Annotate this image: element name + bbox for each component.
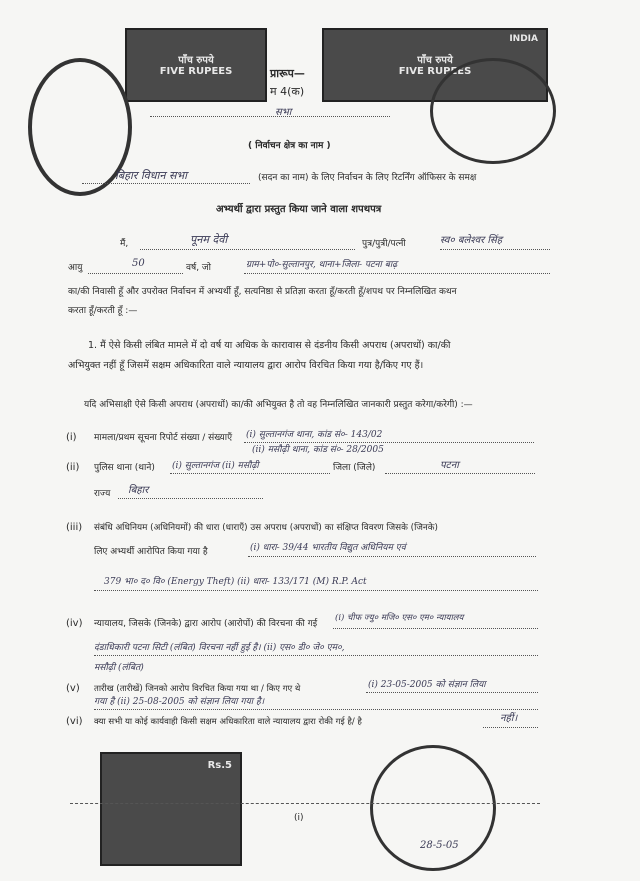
item-v-dotted2: [94, 709, 538, 710]
item-ii-dotted: [170, 473, 330, 474]
item-ii-label: पुलिस थाना (थाने): [94, 463, 155, 473]
item-v-value1: (i) 23-05-2005 को संज्ञान लिया: [368, 680, 486, 690]
age-dotted: [88, 273, 183, 274]
house-dotted: [82, 183, 250, 184]
item-vi-label: क्या सभी या कोई कार्यवाही किसी सक्षम अधिकारिता वाले न्यायालय द्वारा रोकी गई है/ है: [94, 717, 362, 727]
item-ii-district: पटना: [440, 460, 459, 471]
item-v-value2: गया है (ii) 25-08-2005 को संज्ञान लिया गया है।: [94, 697, 265, 707]
form-number: म 4(क): [270, 85, 305, 98]
item-ii-district-dotted: [385, 473, 535, 474]
age-value: 50: [132, 258, 145, 269]
item-ii-state-label: राज्य: [94, 489, 111, 499]
stamp-right-hindi: पाँच रुपये: [417, 55, 453, 66]
years-label: वर्ष, जो: [186, 263, 211, 273]
stamp-paper-left: [125, 28, 267, 102]
clause1-line2: अभियुक्त नहीं हूँ जिसमें सक्षम अधिकारिता वाले न्यायालय द्वारा आरोप विरचित किया गया है/किए गए हैं।: [68, 360, 424, 371]
footer-rule: [70, 803, 540, 804]
affidavit-title: अभ्यर्थी द्वारा प्रस्तुत किया जाने वाला शपथपत्र: [216, 204, 382, 215]
address-value: ग्राम+पो०-सुल्तानपुर, थाना+जिला- पटना बाढ़: [246, 260, 398, 270]
item-iv-dotted: [333, 628, 538, 629]
item-vi-value: नहीं।: [500, 713, 518, 724]
item-iii-roman: (iii): [66, 522, 83, 533]
item-ii-district-label: जिला (जिले): [333, 463, 376, 473]
stamp-left-hindi: पाँच रुपये: [178, 55, 214, 66]
item-iv-dotted2: [94, 655, 538, 656]
declarant-line3: का/की निवासी हूँ और उपरोक्त निर्वाचन में अभ्यर्थी हूँ, सत्यनिष्ठा से प्रतिज्ञा करता हूँ/करती हूँ/शपथ पर निम्नलिखित कथन: [68, 287, 457, 297]
item-iv-roman: (iv): [66, 618, 83, 629]
item-ii-value: (i) सुल्तानगंज (ii) मसौढ़ी: [172, 461, 259, 471]
form-label: प्रारूप—: [270, 67, 305, 80]
page-mark: (i): [294, 813, 304, 823]
item-iv-value1: (i) चीफ ज्यु० मजि० एस० एम० न्यायालय: [335, 613, 464, 623]
item-vi-dotted: [483, 727, 538, 728]
item-v-dotted: [366, 692, 538, 693]
relation-dotted: [440, 249, 550, 250]
address-dotted: [244, 273, 550, 274]
item-i-label: मामला/प्रथम सूचना रिपोर्ट संख्या / संख्याएँ: [94, 433, 233, 443]
item-ii-state-dotted: [118, 498, 263, 499]
item-i-value2: (ii) मसौढ़ी थाना, कांड सं०- 28/2005: [252, 445, 384, 455]
item-v-label: तारीख (तारीखें) जिनको आरोप विरचित किया गया था / किए गए थे: [94, 684, 301, 694]
stamp-bottom-left: [100, 752, 242, 866]
header-dotted-line: [150, 116, 390, 117]
item-ii-roman: (ii): [66, 462, 80, 473]
relation-label: पुत्र/पुत्री/पत्नी: [362, 239, 406, 249]
declarant-line4: करता हूँ/करती हूँ :—: [68, 306, 138, 316]
item-i-roman: (i): [66, 432, 77, 443]
house-handwritten: बिहार विधान सभा: [115, 169, 188, 182]
stamp-left-english: FIVE RUPEES: [159, 66, 233, 77]
item-iii-line2: लिए अभ्यर्थी आरोपित किया गया है: [94, 547, 208, 557]
item-iv-label: न्यायालय, जिसके (जिनके) द्वारा आरोप (आरोपों) की विरचना की गई: [94, 619, 318, 629]
item-v-roman: (v): [66, 683, 80, 694]
clause1-line1: 1. मैं ऐसे किसी लंबित मामले में दो वर्ष या अधिक के कारावास से दंडनीय किसी अपराध (अपराधों) का/की: [88, 340, 451, 351]
stamp-right-english: FIVE RUPEES: [398, 66, 472, 77]
item-vi-roman: (vi): [66, 716, 83, 727]
signature-date: 28-5-05: [420, 840, 459, 851]
constituency-label: ( निर्वाचन क्षेत्र का नाम ): [248, 141, 331, 151]
age-label: आयु: [68, 263, 83, 273]
item-iii-dotted: [248, 556, 536, 557]
seal-top-right: [430, 58, 556, 164]
item-i-value1: (i) सुल्तानगंज थाना, कांड सं०- 143/02: [246, 430, 383, 440]
item-iii-value1: (i) धारा- 39/44 भारतीय विद्युत अधिनियम एवं: [250, 543, 406, 553]
stamp-right-corner: INDIA: [509, 34, 538, 44]
item-iii-line1: संबंधि अधिनियम (अधिनियमों) की धारा (धाराएँ) उस अपराध (अपराधों) का संक्षिप्त विवरण जिसके (जिनके): [94, 523, 438, 533]
handwritten-house: सभा: [275, 107, 292, 118]
declarant-name: पूनम देवी: [190, 233, 228, 246]
name-dotted: [140, 249, 355, 250]
item-ii-state: बिहार: [128, 485, 149, 496]
item-iv-value3: मसौढ़ी (लंबित): [94, 663, 144, 673]
relation-name: स्व० बलेश्वर सिंह: [440, 235, 503, 246]
declarant-prefix: मैं,: [120, 239, 129, 249]
seal-bottom-right: [370, 745, 496, 871]
intro-text: (सदन का नाम) के लिए निर्वाचन के लिए रिटर्निंग ऑफिसर के समक्ष: [258, 173, 477, 183]
clause1-condition: यदि अभिसाक्षी ऐसे किसी अपराध (अपराधों) का/की अभियुक्त है तो वह निम्नलिखित जानकारी प्रस्तुत करेगा/करेगी) :—: [84, 400, 473, 410]
item-iv-value2: दंडाधिकारी पटना सिटी (लंबित) विरचना नहीं हुई है। (ii) एस० डी० जे० एम०,: [94, 643, 345, 653]
stamp-bottom-value: Rs.5: [207, 760, 232, 771]
item-iii-dotted2: [94, 590, 538, 591]
item-iii-value2: 379 भा० द० वि० (Energy Theft) (ii) धारा- 133/171 (M) R.P. Act: [104, 577, 367, 587]
